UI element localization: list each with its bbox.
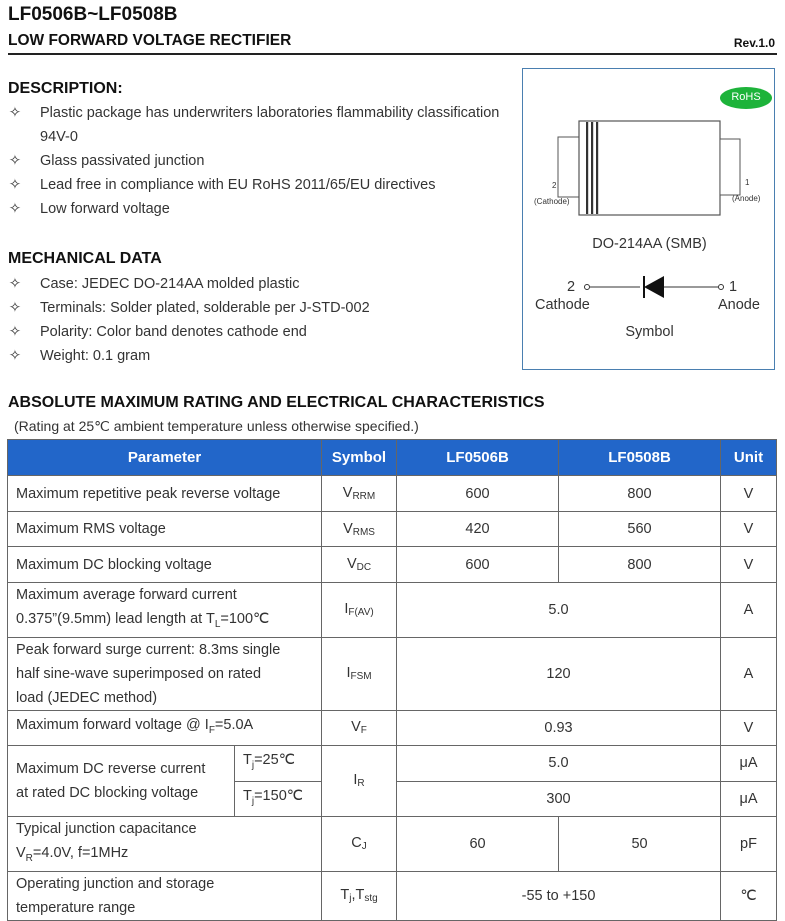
symbol-caption: Symbol <box>625 324 674 340</box>
value-cell: -55 to +150 <box>397 871 721 920</box>
package-outline-box <box>522 68 775 370</box>
unit-cell: ℃ <box>721 871 777 920</box>
value-cell: 5.0 <box>397 583 721 638</box>
diamond-bullet-icon: ✧ <box>8 300 22 316</box>
table-row <box>8 710 777 745</box>
list-item: ✧ Case: JEDEC DO-214AA molded plastic <box>8 272 508 296</box>
symbol-cell: $I_{F(AV)}$ <box>322 583 397 638</box>
column-header-lf0508b: LF0508B <box>559 440 721 476</box>
table-row <box>8 547 777 583</box>
param-cell: Peak forward surge current: 8.3ms single half sine-wave superimposed on rated load (JEDEC method) <box>8 637 322 710</box>
list-item: ✧ Plastic package has underwriters laboratories flammability classification 94V-0 <box>8 101 508 149</box>
mechanical-list <box>8 272 508 368</box>
value-cell: 420 <box>397 512 559 547</box>
unit-cell: V <box>721 512 777 547</box>
table-header-row <box>8 440 777 476</box>
diamond-bullet-icon: ✧ <box>8 201 22 217</box>
unit-cell: A <box>721 583 777 638</box>
diode-triangle-icon <box>644 276 664 298</box>
symbol-cell: $V_{RRM}$ <box>322 476 397 512</box>
symbol-pin2-number: 2 <box>567 279 576 295</box>
column-header-symbol: Symbol <box>322 440 397 476</box>
unit-cell: pF <box>721 816 777 871</box>
list-item: ✧ Weight: 0.1 gram <box>8 344 508 368</box>
pin2-number: 2 <box>552 181 557 190</box>
value-cell: 800 <box>559 476 721 512</box>
table-row <box>8 637 777 710</box>
symbol-cell: $V_{DC}$ <box>322 547 397 583</box>
value-cell: 5.0 <box>397 745 721 781</box>
value-cell: 60 <box>397 816 559 871</box>
value-cell: 120 <box>397 637 721 710</box>
diamond-bullet-icon: ✧ <box>8 177 22 193</box>
unit-cell: A <box>721 637 777 710</box>
cathode-band-line <box>591 122 593 214</box>
value-cell: 300 <box>397 781 721 816</box>
symbol-anode-label: Anode <box>718 297 760 313</box>
symbol-cathode-label: Cathode <box>535 297 590 313</box>
param-cell: Maximum DC reverse current at rated DC blocking voltage <box>8 745 235 816</box>
param-cell: Maximum average forward current 0.375”(9.5mm) lead length at $T_L=100℃$ <box>8 583 322 638</box>
description-list <box>8 101 508 221</box>
table-row <box>8 476 777 512</box>
param-cell: Maximum RMS voltage <box>8 512 322 547</box>
cathode-terminal-dot <box>585 285 590 290</box>
symbol-cell: $I_{FSM}$ <box>322 637 397 710</box>
value-cell: 0.93 <box>397 710 721 745</box>
table-row <box>8 583 777 638</box>
symbol-cell: $C_J$ <box>322 816 397 871</box>
pin1-label: (Anode) <box>732 194 761 203</box>
list-item: ✧ Terminals: Solder plated, solderable per J-STD-002 <box>8 296 508 320</box>
cathode-band-line <box>586 122 588 214</box>
rohs-badge: RoHS <box>720 87 772 109</box>
list-item: ✧ Low forward voltage <box>8 197 508 221</box>
symbol-cell: $I_R$ <box>322 745 397 816</box>
param-cell: Operating junction and storage temperature range <box>8 871 322 920</box>
unit-cell: μA <box>721 745 777 781</box>
list-item: ✧ Lead free in compliance with EU RoHS 2011/65/EU directives <box>8 173 508 197</box>
revision-label: Rev.1.0 <box>733 36 775 50</box>
symbol-cell: $V_F$ <box>322 710 397 745</box>
param-cell: Maximum DC blocking voltage <box>8 547 322 583</box>
value-cell: 50 <box>559 816 721 871</box>
value-cell: 800 <box>559 547 721 583</box>
mechanical-heading: MECHANICAL DATA <box>8 250 162 267</box>
package-body-shape <box>579 121 720 215</box>
condition-cell: $T_j=150℃$ <box>235 781 322 816</box>
ratings-heading: ABSOLUTE MAXIMUM RATING AND ELECTRICAL CHARACTERISTICS <box>8 394 545 411</box>
table-row <box>8 871 777 920</box>
anode-terminal-dot <box>719 285 724 290</box>
cathode-lead-shape <box>558 137 579 197</box>
document-subtitle: LOW FORWARD VOLTAGE RECTIFIER <box>8 32 292 49</box>
symbol-pin1-number: 1 <box>729 279 738 295</box>
unit-cell: V <box>721 547 777 583</box>
unit-cell: V <box>721 476 777 512</box>
table-row <box>8 745 777 781</box>
anode-lead-shape <box>720 139 740 195</box>
cathode-band-line <box>596 122 598 214</box>
diamond-bullet-icon: ✧ <box>8 105 22 121</box>
diamond-bullet-icon: ✧ <box>8 348 22 364</box>
column-header-unit: Unit <box>721 440 777 476</box>
table-row <box>8 816 777 871</box>
value-cell: 560 <box>559 512 721 547</box>
ratings-note: (Rating at 25℃ ambient temperature unless otherwise specified.) <box>14 418 419 434</box>
diamond-bullet-icon: ✧ <box>8 324 22 340</box>
description-heading: DESCRIPTION: <box>8 80 123 97</box>
ratings-table-body <box>7 439 777 921</box>
column-header-parameter: Parameter <box>8 440 322 476</box>
param-cell: Typical junction capacitance $V_R=4.0V$, f=1MHz <box>8 816 322 871</box>
value-cell: 600 <box>397 476 559 512</box>
param-cell: Maximum repetitive peak reverse voltage <box>8 476 322 512</box>
diamond-bullet-icon: ✧ <box>8 153 22 169</box>
list-item: ✧ Glass passivated junction <box>8 149 508 173</box>
diamond-bullet-icon: ✧ <box>8 276 22 292</box>
pin2-label: (Cathode) <box>534 197 570 206</box>
header-divider <box>8 53 777 55</box>
unit-cell: V <box>721 710 777 745</box>
condition-cell: $T_j=25℃$ <box>235 745 322 781</box>
package-name: DO-214AA (SMB) <box>592 236 707 252</box>
symbol-cell: $T_j,T_{stg}$ <box>322 871 397 920</box>
value-cell: 600 <box>397 547 559 583</box>
pin1-number: 1 <box>745 178 750 187</box>
list-item: ✧ Polarity: Color band denotes cathode end <box>8 320 508 344</box>
param-cell: Maximum forward voltage @ $I_F=5.0A$ <box>8 710 322 745</box>
column-header-lf0506b: LF0506B <box>397 440 559 476</box>
symbol-cell: $V_{RMS}$ <box>322 512 397 547</box>
document-title: LF0506B~LF0508B <box>8 4 178 25</box>
table-row <box>8 512 777 547</box>
unit-cell: μA <box>721 781 777 816</box>
